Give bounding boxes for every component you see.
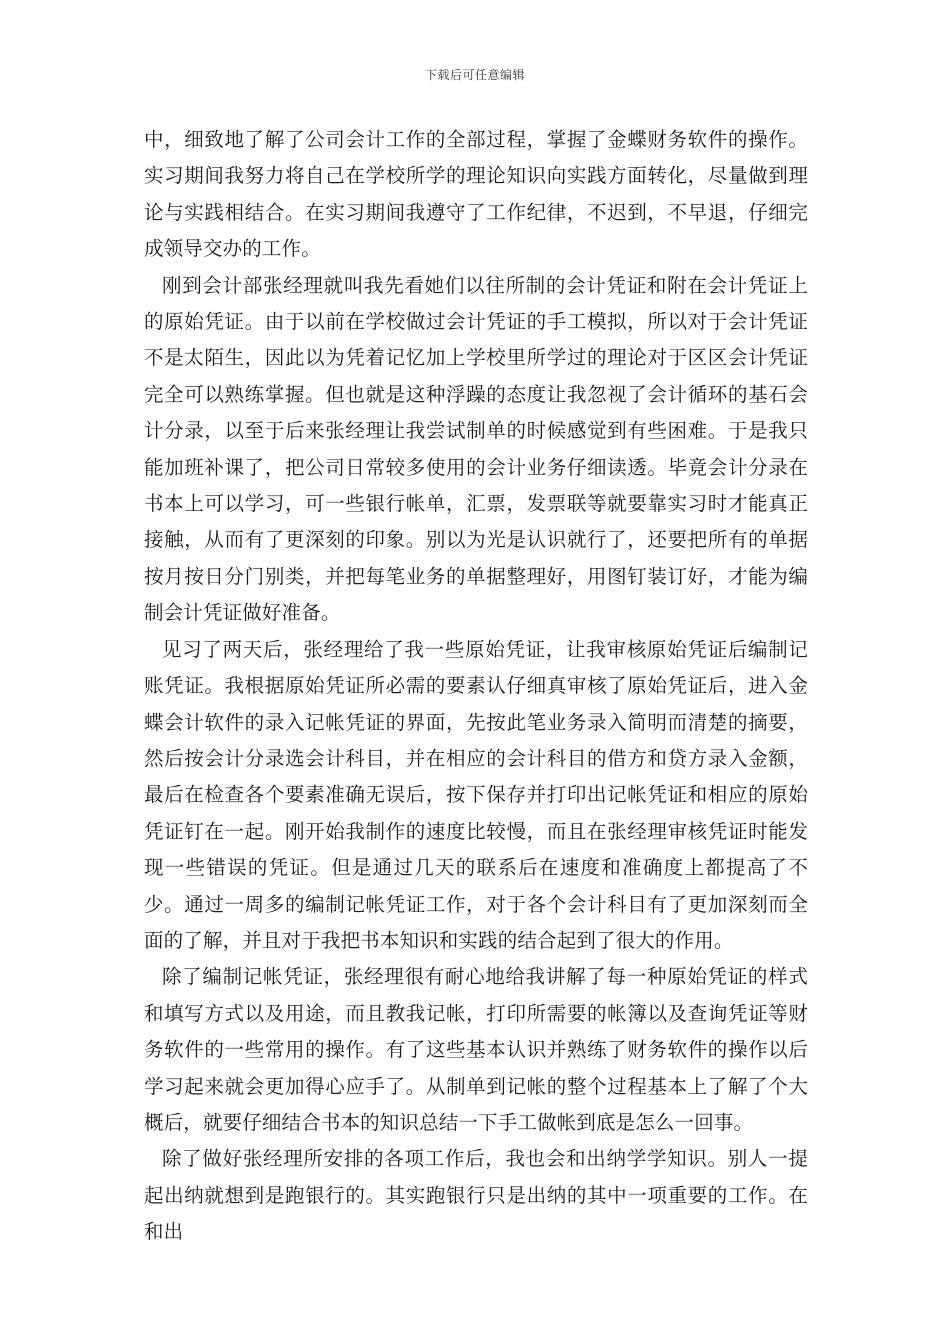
paragraph-2: 刚到会计部张经理就叫我先看她们以往所制的会计凭证和附在会计凭证上的原始凭证。由于以前在学校做过会计凭证的手工模拟，所以对于会计凭证不是太陌生，因此以为凭着记忆加上学校里所学过的理论对于区区会计凭证完全可以熟练掌握。但也就是这种浮躁的态度让我忽视了会计循环的基石会计分录，以至于后来张经理让我尝试制单的时候感觉到有些困难。于是我只能加班补课了，把公司日常较多使用的会计业务仔细读透。毕竟会计分录在书本上可以学习，可一些银行帐单，汇票，发票联等就要靠实习时才能真正接触，从而有了更深刻的印象。别以为光是认识就行了，还要把所有的单据按月按日分门别类，并把每笔业务的单据整理好，用图钉装订好，才能为编制会计凭证做好准备。 bbox=[144, 273, 808, 625]
paragraph-5: 除了做好张经理所安排的各项工作后，我也会和出纳学学知识。别人一提起出纳就想到是跑银行的。其实跑银行只是出纳的其中一项重要的工作。在和出 bbox=[144, 1147, 808, 1244]
paragraph-1: 中，细致地了解了公司会计工作的全部过程，掌握了金蝶财务软件的操作。实习期间我努力将自己在学校所学的理论知识向实践方面转化，尽量做到理论与实践相结合。在实习期间我遵守了工作纪律，不迟到，不早退，仔细完成领导交办的工作。 bbox=[144, 128, 808, 261]
page-header: 下载后可任意编辑 bbox=[424, 68, 525, 82]
document-body bbox=[144, 122, 808, 1251]
paragraph-4: 除了编制记帐凭证，张经理很有耐心地给我讲解了每一种原始凭证的样式和填写方式以及用途，而且教我记帐，打印所需要的帐簿以及查询凭证等财务软件的一些常用的操作。有了这些基本认识并熟练了财务软件的操作以后学习起来就会更加得心应手了。从制单到记帐的整个过程基本上了解了个大概后，就要仔细结合书本的知识总结一下手工做帐到底是怎么一回事。 bbox=[144, 965, 808, 1134]
paragraph-3: 见习了两天后，张经理给了我一些原始凭证，让我审核原始凭证后编制记账凭证。我根据原始凭证所必需的要素认仔细真审核了原始凭证后，进入金蝶会计软件的录入记帐凭证的界面，先按此笔业务录入简明而清楚的摘要，然后按会计分录选会计科目，并在相应的会计科目的借方和贷方录入金额，最后在检查各个要素准确无误后，按下保存并打印出记帐凭证和相应的原始凭证钉在一起。刚开始我制作的速度比较慢，而且在张经理审核凭证时能发现一些错误的凭证。但是通过几天的联系后在速度和准确度上都提高了不少。通过一周多的编制记帐凭证工作，对于各个会计科目有了更加深刻而全面的了解，并且对于我把书本知识和实践的结合起到了很大的作用。 bbox=[144, 637, 808, 952]
